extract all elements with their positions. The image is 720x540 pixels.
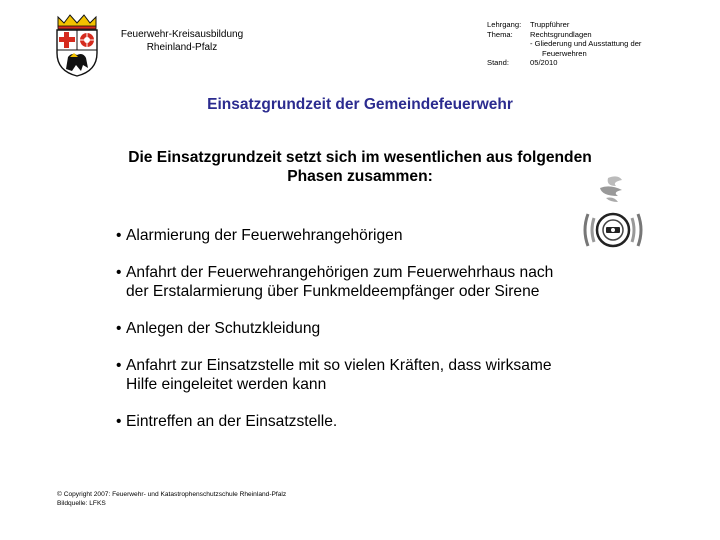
footer [57,490,286,508]
meta-row [487,39,720,49]
list-item [116,226,636,245]
copyright-text: © Copyright 2007: Feuerwehr- und Katastrophenschutzschule Rheinland-Pfalz [57,491,287,498]
bullet-line: Anfahrt zur Einsatzstelle mit so vielen Kräften, dass wirksame [126,357,552,374]
bullet-symbol: • [116,413,122,430]
bullet-line: Anfahrt der Feuerwehrangehörigen zum Feuerwehrhaus nach [126,264,554,281]
list-item [116,263,636,301]
phase-list [116,226,636,449]
meta-value: 05/2010 [530,58,558,68]
list-item [116,319,636,338]
meta-value: Rechtsgrundlagen [530,29,592,39]
list-item [116,412,636,431]
meta-value: - Gliederung und Ausstattung der [530,39,642,49]
meta-row [487,30,720,40]
course-meta [487,20,720,68]
meta-row [487,58,720,68]
meta-row [487,49,720,59]
meta-key [487,39,530,49]
meta-key: Lehrgang: [487,20,522,29]
bullet-symbol: • [116,357,122,374]
org-line-2: Rheinland-Pfalz [146,42,218,53]
bullet-line: Hilfe eingeleitet werden kann [126,376,327,393]
bullet-symbol: • [116,264,122,281]
slide-title: Einsatzgrundzeit der Gemeindefeuerwehr [207,96,513,113]
intro-line-1: Die Einsatzgrundzeit setzt sich im wesentlichen aus folgenden [128,149,592,166]
bullet-line: Anlegen der Schutzkleidung [126,320,321,337]
bullet-symbol: • [116,320,122,337]
image-source-text: Bildquelle: LFKS [57,500,106,507]
meta-key: Stand: [487,58,509,68]
meta-key: Thema: [487,29,513,39]
meta-value: Truppführer [530,20,570,29]
bullet-line: Alarmierung der Feuerwehrangehörigen [126,227,403,244]
organization-name [112,28,252,54]
org-line-1: Feuerwehr-Kreisausbildung [120,29,244,40]
bullet-line: Eintreffen an der Einsatzstelle. [126,413,338,430]
bullet-symbol: • [116,227,122,244]
list-item [116,356,636,394]
rlp-coat-of-arms-icon [52,13,102,77]
meta-key [487,49,530,59]
meta-row [487,20,720,30]
bullet-line: der Erstalarmierung über Funkmeldeempfänger oder Sirene [126,283,540,300]
meta-value: Feuerwehren [542,48,587,58]
intro-line-2: Phasen zusammen: [287,168,433,185]
